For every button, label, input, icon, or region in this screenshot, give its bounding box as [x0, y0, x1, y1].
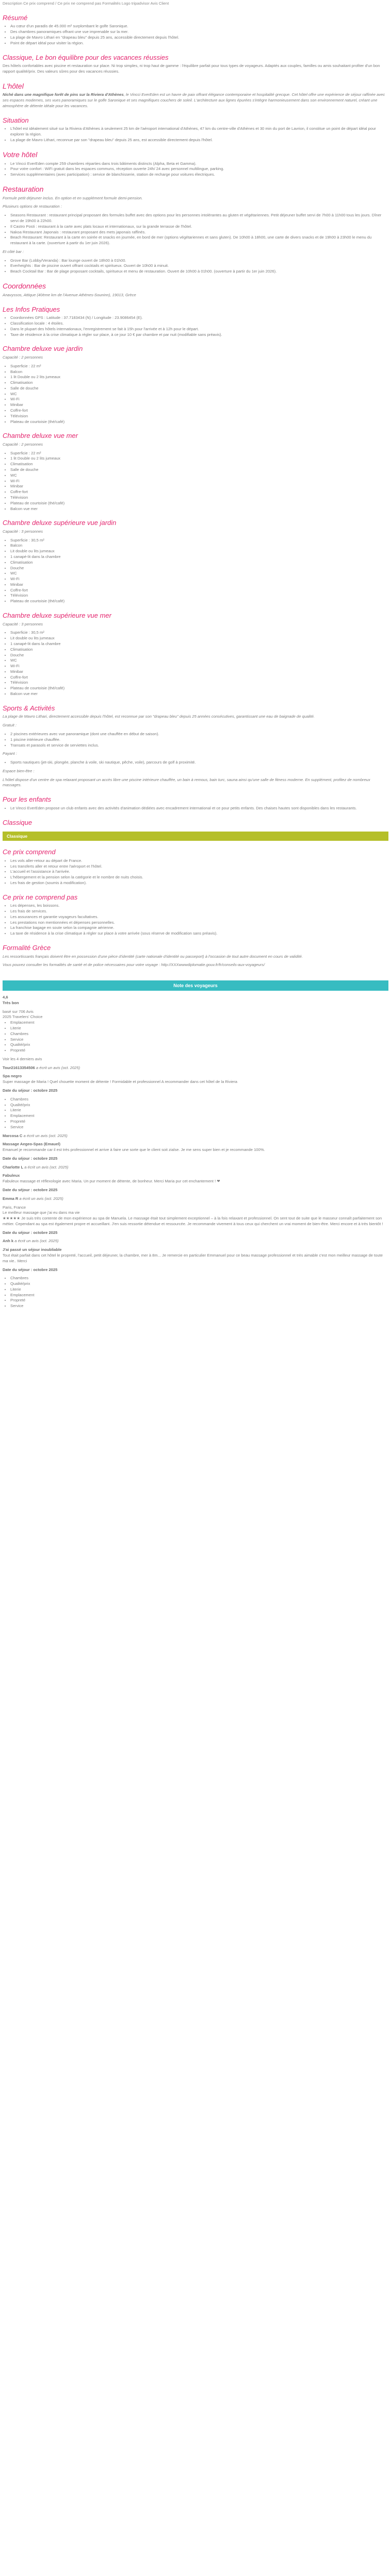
review-stay-date: Date du séjour : octobre 2025	[3, 1230, 58, 1235]
list-item: • Classification locale : 4 étoiles.	[10, 321, 388, 327]
list-item: • La taxe de résidence à la crise climatique à régler sur place à votre arrivée (sous réserve de modification sans préavis).	[10, 931, 388, 937]
list-item: • Dans le plupart des hôtels internationaux, l'enregistrement se fait à 15h pour l'arrivée et à 12h pour le départ.	[10, 327, 388, 332]
list-item: • Les frais de services.	[10, 909, 388, 914]
review-text: Super massage de Maria ! Quel chouette moment de détente ! Formidable et professionnel A recommander dans cet hôtel de la Riviera	[3, 1079, 238, 1084]
rating-score: 4,6	[3, 995, 8, 1000]
list-item: • Everheights : Bar de piscine ouvert offrant cocktails et spiritueux. Ouvert de 10h00 à minuit.	[10, 263, 388, 269]
list-item: • Qualité/prix	[10, 1103, 388, 1108]
hotel-title: L'hôtel	[3, 81, 24, 90]
coordonnees-title: Coordonnées	[3, 282, 46, 291]
list-item: • WC	[10, 658, 388, 664]
bar-list	[3, 258, 388, 275]
list-item: • WC	[10, 392, 388, 397]
list-item: • Les frais de gestion (soumis à modification).	[10, 880, 388, 886]
list-item: • Le Vincci EverEden compte 259 chambres réparties dans trois bâtiments distincts (Alpha, Beta et Gamma).	[10, 161, 388, 167]
list-item: • Douche	[10, 653, 388, 658]
review-author: Marcosa C	[3, 1133, 23, 1138]
list-item: • Coffre-fort	[10, 489, 388, 495]
see-all-reviews-link[interactable]: Voir les 4 derniers avis	[3, 1056, 42, 1061]
formalite-title: Formalité Grèce	[3, 943, 51, 952]
resume-list	[3, 24, 388, 46]
list-item: • L'hébergement et la pension selon la catégorie et le nombre de nuits choisis.	[10, 875, 388, 880]
review-author: Tour21613354506	[3, 1065, 35, 1070]
sports-bienetre-text: L'hôtel dispose d'un centre de spa relaxant proposant un accès libre une piscine intérieure chauffée, un bain à remous, bain turc, sauna ainsi qu'une salle de fitness moderne. En supplément, profitez de nombreux massages.	[3, 777, 370, 788]
list-item: • Coffre-fort	[10, 408, 388, 414]
list-item: • Les vols aller-retour au départ de France.	[10, 858, 388, 864]
room-capacity: Capacité : 3 personnes	[3, 621, 43, 626]
prix-comprend-list	[3, 858, 388, 886]
review-text: Emanuel je recommande car il est très professionnel et arrive à faire une sorte que le client soit zialse. Je me sens super bien et je recommande 100%.	[3, 1147, 265, 1153]
list-item: • Seasons Restaurant : restaurant principal proposant des formules buffet avec des options pour les personnes intolérantes au gluten et végétariennes. Petit déjeuner buffet servi de 7h00 à 11h00 tous les jours. Dîner servi de 19h00 à 22h00.	[10, 213, 388, 224]
list-item: • Climatisation	[10, 647, 388, 653]
review	[3, 1165, 388, 1193]
list-item: • Superficie : 22 m²	[10, 364, 388, 369]
prix-comprend-title: Ce prix comprend	[3, 848, 56, 856]
list-item: • Plateau de courtoisie (thé/café)	[10, 686, 388, 691]
room-amenities-list	[3, 364, 388, 425]
list-item: • Sports nautiques (jet-ski, plongée, planche à voile, ski nautique, pêche, voile), parcours de golf à proximité.	[10, 760, 388, 766]
review-criteria-list	[3, 1097, 388, 1130]
list-item: • Coffre-fort	[10, 588, 388, 594]
list-item: • Télévision	[10, 495, 388, 501]
list-item: • Balcon	[10, 369, 388, 375]
review	[3, 1239, 388, 1309]
list-item: • Wi-Fi	[10, 664, 388, 669]
list-item: • Transats et parasols et service de serviettes inclus.	[10, 743, 388, 749]
review-posted: a écrit un avis (oct. 2025)	[36, 1065, 80, 1070]
list-item: • Plateau de courtoisie (thé/café)	[10, 419, 388, 425]
list-item: • Lit double ou lits jumeaux	[10, 549, 388, 554]
list-item: • Superficie : 22 m²	[10, 451, 388, 456]
room-title: Chambre deluxe supérieure vue jardin	[3, 519, 117, 527]
restauration-title: Restauration	[3, 184, 44, 193]
note-voyageurs-bar: Note des voyageurs	[3, 980, 388, 991]
list-item: • 1 lit Double ou 2 lits jumeaux	[10, 375, 388, 380]
review	[3, 1065, 388, 1130]
list-item: • Qualité/prix	[10, 1281, 388, 1287]
list-item: • Literie	[10, 1026, 388, 1031]
list-item: • Grove Bar (Lobby/Veranda) : Bar lounge ouvert de 18h00 à 01h00.	[10, 258, 388, 264]
rating-label: Très bon	[3, 1000, 19, 1005]
review-author: Anh k	[3, 1239, 14, 1244]
review-title: Massage Aegeo-Spas (Emauel)	[3, 1142, 60, 1147]
list-item: • Balcon vue mer	[10, 691, 388, 697]
list-item: • Services supplémentaires (avec participation) : service de blanchisserie, station de recharge pour voitures électriques.	[10, 172, 388, 178]
review	[3, 1133, 388, 1162]
list-item: • Point de départ idéal pour visiter la région.	[10, 41, 388, 46]
hotel-intro-bold: Niché dans une magnifique forêt de pins sur la Riviera d'Athènes	[3, 92, 124, 97]
list-item: • Emplacement	[10, 1113, 388, 1119]
list-item: • Wi-Fi	[10, 577, 388, 582]
list-item: • Les transferts aller et retour entre l'aéroport et l'hôtel.	[10, 864, 388, 870]
list-item: • Wi-Fi	[10, 397, 388, 402]
list-item: • Minibar	[10, 402, 388, 408]
prix-ne-comprend-list	[3, 903, 388, 937]
resume-title: Résumé	[3, 13, 28, 22]
list-item: • Service	[10, 1037, 388, 1043]
review-criteria-list	[3, 1276, 388, 1309]
list-item: • Chambres	[10, 1097, 388, 1103]
list-item: • 1 canapé-lit dans la chambre	[10, 641, 388, 647]
list-item: • Emplacement	[10, 1293, 388, 1298]
room-amenities-list	[3, 630, 388, 697]
list-item: • Lit double ou lits jumeaux	[10, 636, 388, 641]
list-item: • Coordonnées GPS : Latitude : 37.7183434 (N) / Longitude : 23.9086454 (E).	[10, 315, 388, 321]
list-item: • Beach Restaurant: Restaurant à la carte en soirée et snacks en journée, en bord de mer (options végétariennes et sans gluten). De 10h00 à 18h00, une carte de divers snacks et de 19h00 à 23h00 le menu du restaurant à la carte. (ouverture à partir du 1er juin 2026).	[10, 235, 388, 246]
room-capacity: Capacité : 2 personnes	[3, 354, 43, 360]
list-item: • 1 lit Double ou 2 lits jumeaux	[10, 456, 388, 462]
hotel-intro-rest: , le Vincci EverEden est un havre de paix offrant élégance contemporaine et hospitalité grecque. Cet hôtel offre une expérience de séjour raffinée avec ses espaces modernes, ses vues panoramiques sur le golfe Saronique et ses magnifiques couchers de soleil. L'architecture aux lignes épurées s'intègre harmonieusement dans son environnement naturel, créant une atmosphère de détente idéale pour les vacances.	[3, 92, 385, 109]
review-title: J'ai passé un séjour inoubliable	[3, 1247, 62, 1252]
list-item: • L'accueil et l'assistance à l'arrivée.	[10, 869, 388, 875]
list-item: • Minibar	[10, 669, 388, 675]
hotel-intro	[3, 92, 388, 109]
list-item: • Plateau de courtoisie (thé/café)	[10, 501, 388, 506]
sports-gratuit-label: Gratuit :	[3, 723, 17, 728]
enfants-title: Pour les enfants	[3, 795, 51, 804]
list-item: • Minibar	[10, 582, 388, 588]
review-title: Fabuleux	[3, 1173, 20, 1178]
list-item: • Wi-Fi	[10, 479, 388, 484]
list-item: • 1 canapé-lit dans la chambre	[10, 554, 388, 560]
list-item: • Pour votre confort : WiFi gratuit dans les espaces communs, réception ouverte 24h/ 24 avec personnel multilingue, parking.	[10, 166, 388, 172]
room-title: Chambre deluxe vue mer	[3, 432, 78, 440]
room-capacity: Capacité : 2 personnes	[3, 442, 43, 447]
room-amenities-list	[3, 451, 388, 512]
list-item: • Propreté	[10, 1119, 388, 1125]
review-author: Charlotte L	[3, 1164, 24, 1170]
list-item: • Télévision	[10, 414, 388, 419]
formalite-link[interactable]: Vous pouvez consulter les formalités de santé et de police nécessaires pour votre voyage : http://XXXwwwdiplomatie.gouv.fr/fr/conseils-aux-voyageurs/	[3, 962, 265, 968]
list-item: • Qualité/prix	[10, 1042, 388, 1048]
votre-hotel-title: Votre hôtel	[3, 150, 38, 159]
review	[3, 1196, 388, 1236]
enfants-list	[3, 806, 388, 811]
list-item: • Propreté	[10, 1298, 388, 1303]
list-item: • Service	[10, 1125, 388, 1130]
list-item: • La franchise bagage en soute selon la compagnie aérienne.	[10, 925, 388, 931]
list-item: • Superficie : 30,5 m²	[10, 538, 388, 544]
situation-title: Situation	[3, 116, 29, 124]
sports-gratuit-list	[3, 732, 388, 748]
review-stay-date: Date du séjour : octobre 2025	[3, 1267, 58, 1272]
review-posted: a écrit un avis (oct. 2025)	[19, 1196, 63, 1201]
review-posted: a écrit un avis (oct. 2025)	[24, 1164, 69, 1170]
breadcrumb: Description Ce prix comprend / Ce prix ne comprend pas Formalités Logo tripadvisor Avis Client	[3, 1, 169, 6]
infos-title: Les Infos Pratiques	[3, 305, 60, 313]
list-item: • Chambres	[10, 1276, 388, 1281]
infos-list	[3, 315, 388, 337]
list-item: • Emplacement	[10, 1020, 388, 1026]
review-text: Le meilleur massage que j'ai eu dans ma vie ★★★★★ Je suis très contente de mon expérience au spa de Manuela. Le massage était tout simplement exceptionnel – à la fois relaxant et professionnel. On sent tout de suite que le masseur connaît parfaitement son métier. Cependant au spa est également propre et accueillant. J'en suis ressortie détendue et ressourcée. Je recommande vivement à tous ceux qui cherchent un vrai moment de bien-être. Merci encore et à très bientôt !	[3, 1210, 383, 1226]
list-item: • Coffre-fort	[10, 675, 388, 681]
list-item: • Taxe de résidence à la crise climatique à régler sur place, à ce jour 10 € par chambre et par nuit (modifiable sans préavis).	[10, 332, 388, 338]
list-item: • 1 piscine intérieure chauffée.	[10, 737, 388, 743]
list-item: • Propreté	[10, 1048, 388, 1054]
list-item: • Climatisation	[10, 462, 388, 467]
list-item: • Salle de douche	[10, 467, 388, 473]
list-item: • Literie	[10, 1287, 388, 1293]
list-item: • Télévision	[10, 593, 388, 599]
rating-award: 2025 Travelers' Choice	[3, 1014, 43, 1020]
list-item: • Nakoa Restaurant Japonais : restaurant proposant des mets japonais raffinés.	[10, 230, 388, 235]
list-item: • La plage de Mavro Lithari, reconnue par son "drapeau bleu" depuis 25 ans, est accessible directement depuis l'hôtel.	[10, 138, 388, 143]
list-item: • Salle de douche	[10, 386, 388, 392]
review-text: Tout était parfait dans cet hôtel le propreté, l'accueil, petit déjeuner, la chambre, mer à 8m... Je remercie en particulier Emmanuel pour ce beau massage professionnel et très aimable c'est mon meilleur massage de toute ma vie.. Merci	[3, 1253, 383, 1263]
list-item: • Douche	[10, 566, 388, 571]
list-item: • Minibar	[10, 484, 388, 489]
classique-section-text: Des hôtels confortables avec piscine et restauration sur place. Ni trop simples, ni trop haut de gamme : l'équilibre parfait pour tous types de voyageurs. Adaptés aux couples, familles ou amis souhaitant profiter d'un bon rapport qualité/prix. Des valeurs sûres pour des vacances réussies.	[3, 63, 380, 74]
list-item: • Superficie : 30,5 m²	[10, 630, 388, 636]
list-item: • Balcon vue mer	[10, 506, 388, 512]
sports-bienetre-label: Espace bien-être :	[3, 768, 35, 773]
list-item: • Beach Cocktail Bar : Bar de plage proposant cocktails, spiritueux et menu de restauration. Ouvert de 10h00 à 01h00. (ouverture à partir du 1er juin 2026).	[10, 269, 388, 275]
list-item: • Plateau de courtoisie (thé/café)	[10, 599, 388, 604]
sports-payant-label: Payant :	[3, 751, 17, 756]
list-item: • Climatisation	[10, 380, 388, 386]
classique-section-title: Classique, Le bon équilibre pour des vacances réussies	[3, 53, 169, 61]
list-item: • WC	[10, 473, 388, 479]
list-item: • Literie	[10, 1108, 388, 1113]
classique-bar: Classique	[3, 832, 388, 841]
list-item: • Il Castro Posti : restaurant à la carte avec plats locaux et internationaux, sur la grande terrasse de l'hôtel.	[10, 224, 388, 230]
restauration-list	[3, 213, 388, 246]
classique-title: Classique	[3, 818, 32, 826]
list-item: • 2 piscines extérieures avec vue panoramique (dont une chauffée en début de saison).	[10, 732, 388, 737]
prix-ne-comprend-title: Ce prix ne comprend pas	[3, 893, 78, 901]
list-item: • Les dépenses, les boissons.	[10, 903, 388, 909]
review-stay-date: Date du séjour : octobre 2025	[3, 1187, 58, 1192]
list-item: • Chambres	[10, 1031, 388, 1037]
review-stay-date: Date du séjour : octobre 2025	[3, 1156, 58, 1161]
list-item: • Service	[10, 1303, 388, 1309]
review-text: Fabuleux massage et réflexologie avec Maria. Un pur moment de détente, de bonheur. Merci Maria pur cet enchantement ! ❤	[3, 1179, 220, 1184]
review-stay-date: Date du séjour : octobre 2025	[3, 1088, 58, 1093]
sports-intro: La plage de Mavro Lithari, directement accessible depuis l'hôtel, est reconnue par son "drapeau bleu" depuis 25 années consécutives, garantissant une eau de baignade de qualité.	[3, 714, 315, 719]
review-posted: a écrit un avis (oct. 2025)	[14, 1239, 59, 1244]
room-capacity: Capacité : 3 personnes	[3, 529, 43, 534]
list-item: • Balcon	[10, 543, 388, 549]
list-item: • Télévision	[10, 680, 388, 686]
restauration-formule: Formule petit déjeuner inclus. En option et en supplément formule demi-pension.	[3, 195, 143, 200]
list-item: • Le Vincci EverEden propose un club enfants avec des activités d'animation dédiées avec encadrement international et ce pour petits enfants. Des chaises hautes sont disponibles dans les restaurants.	[10, 806, 388, 811]
list-item: • Des chambres panoramiques offrant une vue imprenable sur la mer.	[10, 29, 388, 35]
room-amenities-list	[3, 538, 388, 604]
coordonnees-text: Anavyssos, Attique (40ème km de l'Avenue Athènes-Souninn), 19013, Grèce	[3, 292, 136, 297]
rating-criteria-list	[3, 1020, 388, 1054]
sports-title: Sports & Activités	[3, 704, 55, 712]
list-item: • La plage de Mavro Lithari en "drapeau bleu" depuis 25 ans, accessible directement depuis l'hôtel.	[10, 35, 388, 41]
restauration-plusieurs: Plusieurs options de restauration :	[3, 204, 62, 209]
room-title: Chambre deluxe supérieure vue mer	[3, 612, 111, 620]
formalite-text: Les ressortissants français doivent être en possession d'une pièce d'identité (carte nationale d'identité ou passeport) à l'occasion de tout autre document en cours de validité.	[3, 954, 303, 959]
situation-list	[3, 126, 388, 143]
list-item: • Les assurances et garantie voyageurs facultatives.	[10, 914, 388, 920]
votre-hotel-list	[3, 161, 388, 178]
rating-based-on: basé sur 706 Avis	[3, 1009, 34, 1014]
review-posted: a écrit un avis (oct. 2025)	[23, 1133, 68, 1138]
room-title: Chambre deluxe vue jardin	[3, 345, 83, 353]
sports-payant-list	[3, 760, 388, 766]
review-author: Emma R	[3, 1196, 19, 1201]
list-item: • Climatisation	[10, 560, 388, 566]
review-title: Spa negro	[3, 1074, 22, 1079]
review-title: Paris, France	[3, 1205, 26, 1210]
list-item: • L'hôtel est idéalement situé sur la Riviera d'Athènes à seulement 25 km de l'aéroport international d'Athènes, 47 km du centre-ville d'Athènes et 30 min du port de Lavrion, il constitue un point de départ idéal pour explorer la région.	[10, 126, 388, 138]
list-item: • Au cœur d'un paradis de 45.000 m² surplombant le golfe Saronique.	[10, 24, 388, 29]
list-item: • Les prestations non mentionnées et dépenses personnelles.	[10, 920, 388, 926]
list-item: • WC	[10, 571, 388, 577]
restauration-cote-bar: Et côté bar :	[3, 249, 24, 254]
